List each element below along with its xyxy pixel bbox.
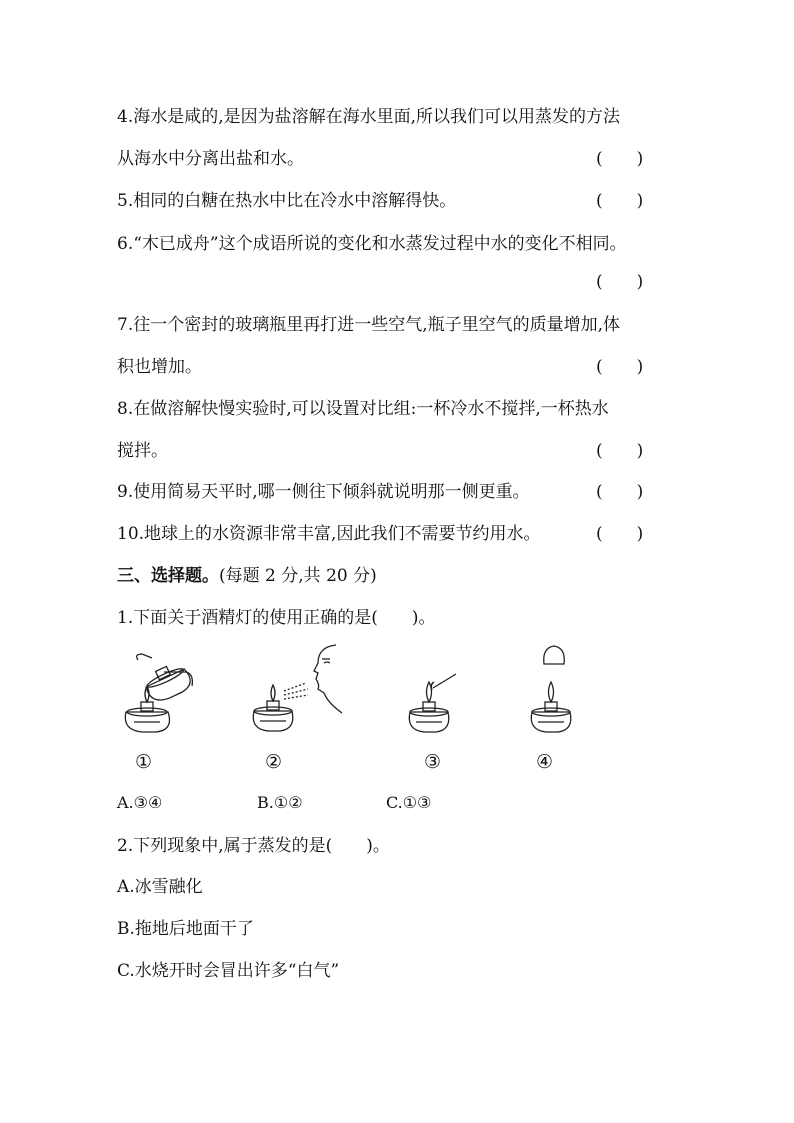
q8-line2: 搅拌。	[117, 441, 168, 461]
choice-q1-text: 1.下面关于酒精灯的使用正确的是( )。	[117, 608, 436, 628]
figure-label-1: ①	[135, 751, 153, 773]
q4-answer-paren[interactable]: ( )	[596, 149, 644, 169]
q9-answer-paren[interactable]: ( )	[596, 482, 644, 502]
figure-label-3: ③	[424, 751, 442, 773]
q6-answer-paren[interactable]: ( )	[596, 272, 644, 292]
q9-text: 9.使用简易天平时,哪一侧往下倾斜就说明那一侧更重。	[117, 482, 530, 502]
q7-line1: 7.往一个密封的玻璃瓶里再打进一些空气,瓶子里空气的质量增加,体	[117, 315, 621, 335]
section-3-heading	[117, 566, 377, 586]
q2-option-b[interactable]: B.拖地后地面干了	[117, 919, 254, 939]
choice-q2-text: 2.下列现象中,属于蒸发的是( )。	[117, 836, 390, 856]
lamp-blown-icon	[248, 643, 344, 739]
lamp-tilted-icon	[116, 652, 196, 738]
lamp-capped-icon	[526, 644, 586, 738]
q5-text: 5.相同的白糖在热水中比在冷水中溶解得快。	[117, 191, 457, 211]
q1-option-a[interactable]: A.③④	[117, 793, 163, 812]
q7-line2: 积也增加。	[117, 357, 202, 377]
section-3-note: (每题 2 分,共 20 分)	[219, 566, 377, 586]
q4-line2: 从海水中分离出盐和水。	[117, 149, 304, 169]
q2-option-c[interactable]: C.水烧开时会冒出许多“白气”	[117, 961, 340, 981]
q7-answer-paren[interactable]: ( )	[596, 357, 644, 377]
section-3-title: 三、选择题。	[117, 566, 219, 586]
figure-label-4: ④	[536, 751, 554, 773]
q6-line1: 6.“木已成舟”这个成语所说的变化和水蒸发过程中水的变化不相同。	[117, 234, 627, 254]
q10-text: 10.地球上的水资源非常丰富,因此我们不需要节约用水。	[117, 524, 541, 544]
figure-label-2: ②	[265, 751, 283, 773]
q8-line1: 8.在做溶解快慢实验时,可以设置对比组:一杯冷水不搅拌,一杯热水	[117, 399, 609, 419]
q2-option-a[interactable]: A.冰雪融化	[117, 877, 203, 897]
q10-answer-paren[interactable]: ( )	[596, 524, 644, 544]
q1-option-c[interactable]: C.①③	[386, 793, 432, 812]
lamp-match-lit-icon	[404, 668, 464, 738]
q1-option-b[interactable]: B.①②	[257, 793, 303, 812]
q8-answer-paren[interactable]: ( )	[596, 441, 644, 461]
q4-line1: 4.海水是咸的,是因为盐溶解在海水里面,所以我们可以用蒸发的方法	[117, 107, 621, 127]
q5-answer-paren[interactable]: ( )	[596, 191, 644, 211]
